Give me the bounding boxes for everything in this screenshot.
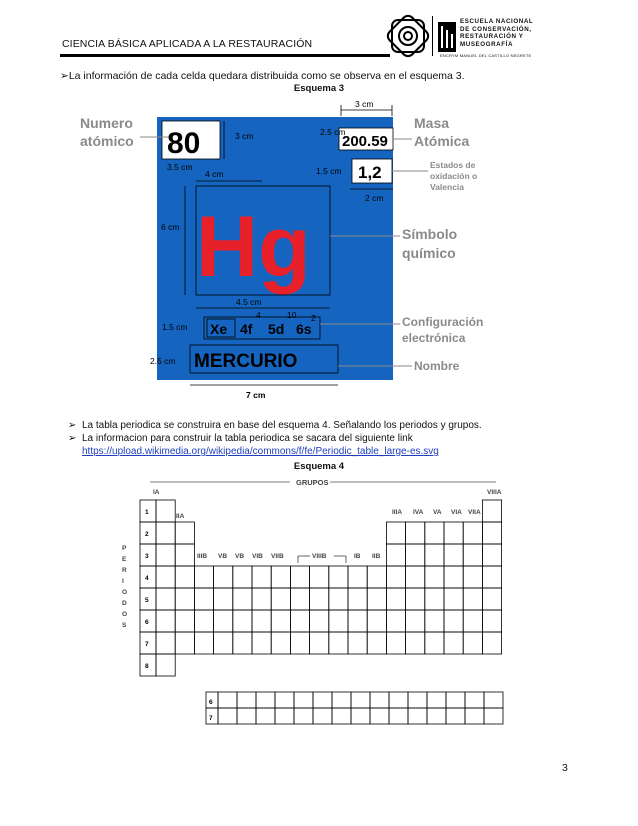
periodos-letter: P [122,545,127,552]
element-cell [348,632,367,654]
fblock-cell [313,708,332,724]
group-ib: IB [354,553,361,560]
fblock-cell [465,692,484,708]
label-config-2: electrónica [402,331,466,345]
config-exp-4f: 4 [256,310,261,320]
element-cell [329,588,348,610]
element-cell [425,544,444,566]
fblock-cell [256,692,275,708]
period-number: 1 [145,509,149,516]
label-estados-1: Estados de [430,160,476,170]
element-cell [271,632,290,654]
element-cell [233,610,252,632]
element-cell [406,522,425,544]
element-cell [425,522,444,544]
dim-top: 3 cm [355,99,374,109]
element-cell [386,588,405,610]
logo-subtitle: ENCRYM MANUEL DEL CASTILLO NEGRETE [440,53,532,58]
element-cell [463,544,482,566]
fblock-cell [446,708,465,724]
element-cell [156,500,175,522]
group-iia: IIA [176,513,185,520]
element-cell [386,566,405,588]
dim-sym-height: 6 cm [161,222,180,232]
element-cell [252,610,271,632]
element-cell [175,588,194,610]
period-number: 7 [145,641,149,648]
element-cell [482,610,501,632]
fblock-cell [484,692,503,708]
element-cell [271,588,290,610]
periodos-letter: I [122,578,124,585]
element-cell [156,654,175,676]
element-cell [175,566,194,588]
header-title: CIENCIA BÁSICA APLICADA A LA RESTAURACIÓN [62,38,313,50]
periodos-letter: R [122,567,127,574]
element-cell [348,588,367,610]
element-cell [482,566,501,588]
fblock-cell [237,692,256,708]
dim-num-height: 3 cm [235,131,254,141]
group-ia: IA [153,489,160,496]
element-cell [444,566,463,588]
element-cell [233,632,252,654]
group-iva: IVA [413,509,424,516]
element-cell [406,544,425,566]
group-viib: VIIB [271,553,284,560]
fblock-cell [256,708,275,724]
element-cell [156,632,175,654]
group-iiia: IIIA [392,509,403,516]
label-numero-1: Numero [80,115,133,131]
period-number: 5 [145,597,149,604]
element-cell [367,566,386,588]
fblock-cell [484,708,503,724]
element-cell [194,566,213,588]
element-cell [290,588,309,610]
element-cell [290,610,309,632]
config-exp-5d: 10 [287,310,297,320]
atomic-number: 80 [167,127,201,160]
dim-sym-bottom: 4.5 cm [236,297,262,307]
element-cell [406,566,425,588]
fblock-cell [370,708,389,724]
period-number: 4 [145,575,149,582]
periodos-letter: D [122,600,127,607]
label-estados-2: oxidación o [430,171,478,181]
element-cell [156,588,175,610]
group-vb-2: VB [235,553,245,560]
scheme4-caption: Esquema 4 [293,461,345,472]
periodos-letter: E [122,556,127,563]
element-cell [310,632,329,654]
label-masa-1: Masa [414,115,450,131]
atomic-mass: 200.59 [342,133,388,150]
element-cell [406,632,425,654]
fblock-cell [389,692,408,708]
label-simbolo-2: químico [402,245,456,261]
group-iib: IIB [372,553,381,560]
dim-ox-height: 1.5 cm [316,166,342,176]
page-number: 3 [562,762,568,774]
element-cell [271,566,290,588]
dim-bottom: 7 cm [246,390,266,400]
element-cell [463,632,482,654]
element-cell [463,566,482,588]
list-item: ➢ La tabla periodica se construira en base del esquema 4. Señalando los periodos y grupos. [68,420,482,431]
bullet-arrow-icon: ➢ [60,70,69,82]
element-cell [482,632,501,654]
element-cell [194,632,213,654]
element-cell [329,632,348,654]
periodos-letter: S [122,622,127,629]
element-cell [310,588,329,610]
list-item: ➢ La informacion para construir la tabla periodica se sacara del siguiente link [68,433,413,444]
config-4f: 4f [240,321,253,337]
config-core: Xe [210,321,228,337]
period-number: 2 [145,531,149,538]
element-cell [386,544,405,566]
fblock-cell [218,708,237,724]
element-cell [406,588,425,610]
scheme3-caption: Esquema 3 [293,83,345,94]
fblock-cell [294,708,313,724]
element-cell [348,566,367,588]
fblock-cell [465,708,484,724]
element-cell [425,566,444,588]
element-cell [367,588,386,610]
element-cell [444,588,463,610]
oxidation-states: 1,2 [358,163,382,182]
element-cell [175,522,194,544]
fblock-cell [427,708,446,724]
element-cell [444,522,463,544]
fblock-cell [332,692,351,708]
fblock-cell [313,692,332,708]
group-va: VA [433,509,442,516]
fblock-cell [237,708,256,724]
fblock-cell [389,708,408,724]
element-cell [348,610,367,632]
fblock-cell [275,708,294,724]
element-cell [252,588,271,610]
group-viiib: VIIIB [312,553,327,560]
element-cell [233,588,252,610]
dim-name-height: 2.5 cm [150,356,176,366]
label-simbolo-1: Símbolo [402,226,458,242]
element-cell [194,588,213,610]
element-cell [463,610,482,632]
element-cell [271,610,290,632]
fblock-cell [370,692,389,708]
fblock-number: 6 [209,699,213,706]
fblock-cell [351,708,370,724]
label-numero-2: atómico [80,133,134,149]
fblock-cell [408,708,427,724]
element-cell [482,500,501,522]
fblock-cell [294,692,313,708]
element-cell [482,588,501,610]
element-cell [329,566,348,588]
element-cell [252,632,271,654]
element-cell [444,544,463,566]
element-cell [175,544,194,566]
label-config-1: Configuración [402,315,484,329]
fblock-cell [446,692,465,708]
element-cell [329,610,348,632]
bullet-arrow-icon: ➢ [68,433,77,444]
label-masa-2: Atómica [414,133,470,149]
fblock-cell [275,692,294,708]
element-cell [290,566,309,588]
fblock-cell [332,708,351,724]
periodos-letter: O [122,611,128,618]
periodos-letter: O [122,589,128,596]
element-cell [367,610,386,632]
group-via: VIA [451,509,462,516]
element-cell [425,610,444,632]
element-symbol: Hg [196,199,311,295]
element-cell [310,610,329,632]
element-cell [175,632,194,654]
config-5d: 5d [268,321,285,337]
group-vb-1: VB [218,553,228,560]
element-cell [444,610,463,632]
element-cell [233,566,252,588]
dim-ox-width: 2 cm [365,193,384,203]
dim-num-width: 3.5 cm [167,162,193,172]
logo-text: ESCUELA NACIONAL DE CONSERVACIÓN, RESTAURACIÓN Y MUSEOGRAFÍA [460,18,534,48]
bullet-arrow-icon: ➢ [68,420,77,431]
intro-paragraph: ➢La información de cada celda quedara distribuida como se observa en el esquema 3. [60,70,465,82]
element-cell [406,610,425,632]
element-cell [290,632,309,654]
element-cell [175,610,194,632]
element-cell [386,610,405,632]
element-cell [252,566,271,588]
element-cell [463,522,482,544]
dim-sym-width: 4 cm [205,169,224,179]
element-cell [156,522,175,544]
group-viia: VIIA [468,509,481,516]
dim-mass-height: 2.5 cm [320,127,346,137]
element-cell [482,544,501,566]
group-vib: VIB [252,553,263,560]
fblock-cell [427,692,446,708]
period-number: 6 [145,619,149,626]
label-estados-3: Valencia [430,182,465,192]
fblock-cell [408,692,427,708]
group-iiib: IIIB [197,553,208,560]
config-exp-6s: 2 [311,313,316,323]
config-6s: 6s [296,321,312,337]
element-cell [214,632,233,654]
period-number: 3 [145,553,149,560]
label-nombre: Nombre [414,359,460,373]
element-cell [482,522,501,544]
fblock-number: 7 [209,715,213,722]
element-cell [367,632,386,654]
element-cell [425,632,444,654]
group-viiia: VIIIA [487,489,502,496]
element-cell [463,588,482,610]
element-cell [310,566,329,588]
element-cell [156,566,175,588]
periodic-table-link[interactable]: https://upload.wikimedia.org/wikipedia/commons/f/fe/Periodic_table_large-es.svg [82,446,439,457]
fblock-cell [218,692,237,708]
element-cell [214,610,233,632]
element-cell [194,610,213,632]
element-name: MERCURIO [194,351,298,372]
period-number: 8 [145,663,149,670]
dim-config-height: 1.5 cm [162,322,188,332]
grupos-label: GRUPOS [296,478,329,487]
fblock-cell [351,692,370,708]
element-cell [425,588,444,610]
element-cell [386,522,405,544]
element-cell [444,632,463,654]
element-cell [214,588,233,610]
element-cell [214,566,233,588]
element-cell [156,610,175,632]
element-cell [386,632,405,654]
element-cell [156,544,175,566]
